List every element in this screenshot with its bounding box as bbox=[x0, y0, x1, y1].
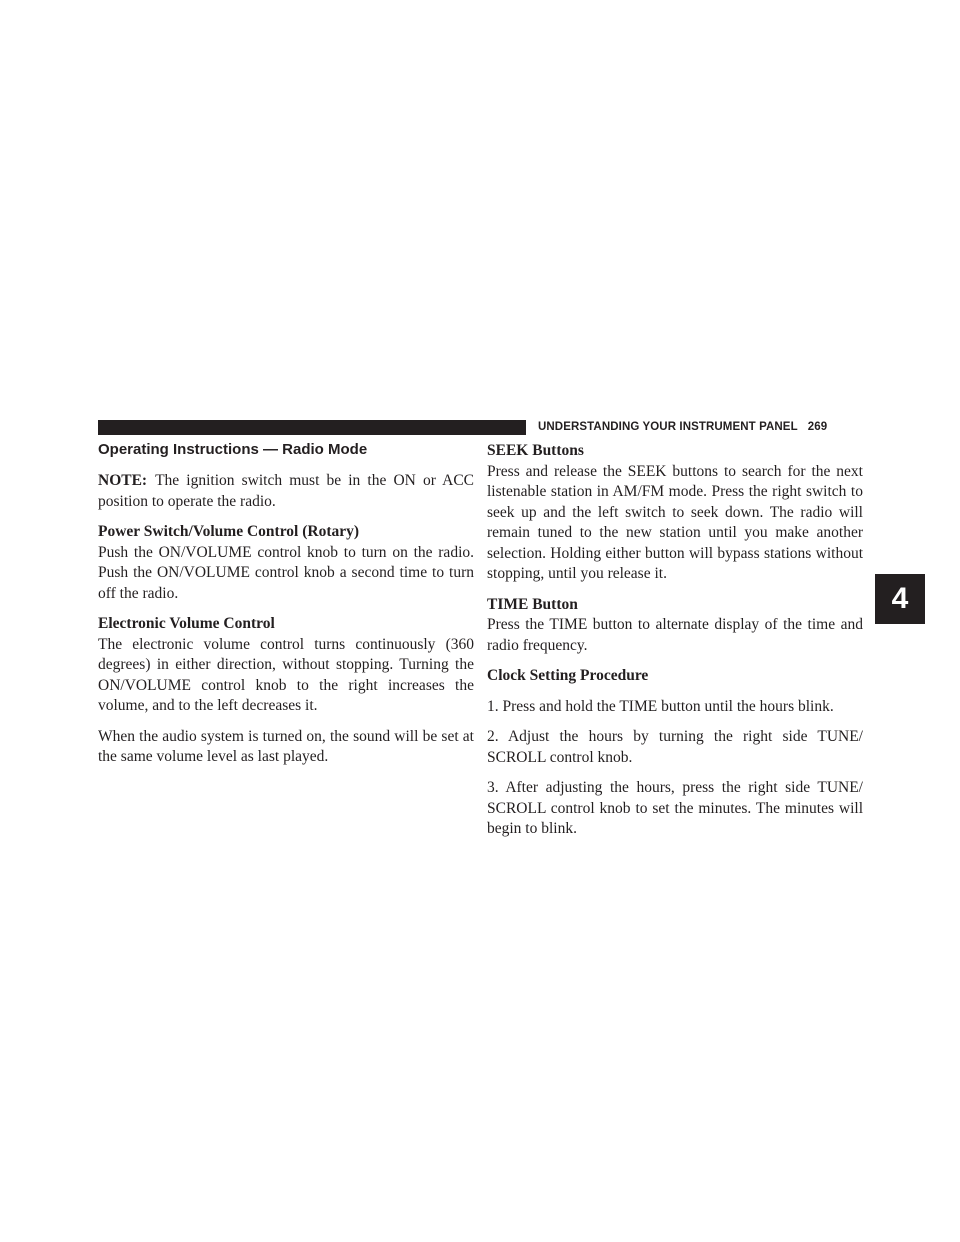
seek-heading: SEEK Buttons bbox=[487, 442, 584, 459]
note-paragraph bbox=[98, 471, 474, 512]
volume-text: The electronic volume control turns continuously (360 degrees) in either direction, without stopping. Turning the ON/VOLUME control knob to the right increases the volume, and to the left decreases it. bbox=[98, 635, 474, 714]
page-number: 269 bbox=[807, 421, 828, 433]
volume-heading: Electronic Volume Control bbox=[98, 615, 275, 632]
power-heading: Power Switch/Volume Control (Rotary) bbox=[98, 523, 360, 540]
clock-heading: Clock Setting Procedure bbox=[487, 667, 649, 684]
header-rule bbox=[98, 420, 526, 435]
power-text: Push the ON/VOLUME control knob to turn on the radio. Push the ON/VOLUME control knob a second time to turn off the radio. bbox=[98, 543, 474, 602]
running-header bbox=[538, 420, 827, 435]
chapter-tab: 4 bbox=[875, 574, 925, 624]
section-title: Operating Instructions — Radio Mode bbox=[98, 441, 368, 458]
time-heading: TIME Button bbox=[487, 595, 578, 613]
clock-step-1: 1. Press and hold the TIME button until the hours blink. bbox=[487, 697, 834, 715]
header-section-title: UNDERSTANDING YOUR INSTRUMENT PANEL bbox=[538, 421, 798, 433]
audio-text: When the audio system is turned on, the sound will be set at the same volume level as last played. bbox=[98, 727, 474, 765]
time-text: Press the TIME button to alternate display of the time and radio frequency. bbox=[487, 616, 863, 654]
seek-text: Press and release the SEEK buttons to search for the next listenable station in AM/FM mode. Press the right switch to seek up and the left switch to seek down. The radio will remain tuned to the new station until you make another selection. Holding either button will bypass stations without stopping, until you release it. bbox=[487, 462, 863, 582]
clock-step-2: 2. Adjust the hours by turning the right side TUNE/ SCROLL control knob. bbox=[487, 728, 863, 766]
note-label: NOTE: bbox=[98, 472, 148, 489]
left-column bbox=[98, 440, 474, 778]
clock-step-3: 3. After adjusting the hours, press the right side TUNE/ SCROLL control knob to set the minutes. The minutes will begin to blink. bbox=[487, 779, 863, 837]
note-text: The ignition switch must be in the ON or ACC position to operate the radio. bbox=[98, 472, 474, 510]
right-column bbox=[487, 440, 863, 850]
